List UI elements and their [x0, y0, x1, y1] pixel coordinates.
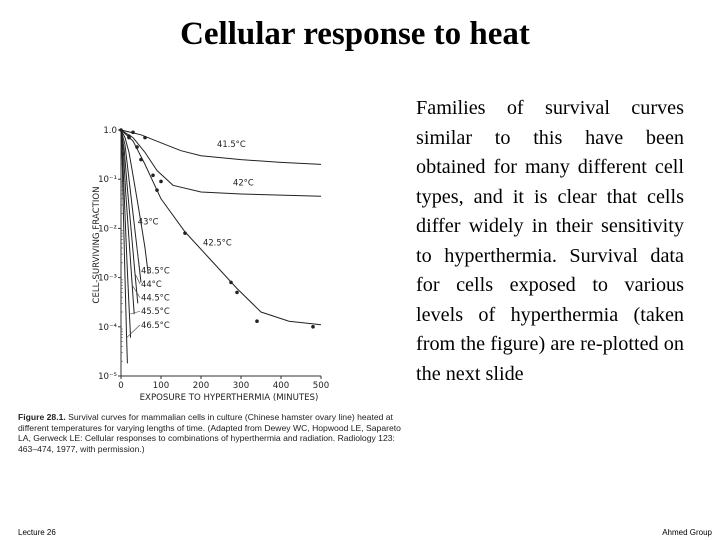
data-point-2: [255, 319, 259, 323]
slide-title: Cellular response to heat: [180, 16, 530, 52]
survival-curve-chart: [88, 118, 340, 413]
footer-author: Ahmed Group: [662, 528, 712, 537]
data-point-2: [155, 188, 159, 192]
leader-line-7: [129, 311, 140, 314]
x-tick-label: 200: [192, 381, 210, 391]
y-tick-label: 1.0: [103, 126, 117, 136]
x-axis-label: EXPOSURE TO HYPERTHERMIA (MINUTES): [139, 393, 319, 403]
curve-label-4: 43.5°C: [141, 265, 170, 276]
footer-lecture: Lecture 26: [18, 528, 56, 537]
x-tick-label: 300: [232, 381, 250, 391]
figure-caption-label: Figure 28.1.: [18, 412, 66, 422]
curve-label-0: 41.5°C: [217, 139, 246, 150]
curve-label-8: 46.5°C: [141, 319, 170, 330]
data-point-2: [183, 231, 187, 235]
data-point-1: [151, 174, 155, 178]
curve-label-3: 43°C: [137, 216, 159, 227]
survival-curve-figure: [88, 118, 340, 413]
curve-label-2: 42.5°C: [203, 237, 232, 248]
leader-line-4: [137, 248, 140, 271]
figure-caption: [18, 412, 410, 454]
data-point-2: [127, 136, 131, 140]
x-tick-label: 400: [272, 381, 290, 391]
curve-label-7: 45.5°C: [141, 306, 170, 317]
leader-line-8: [127, 325, 140, 338]
data-point-0: [131, 130, 135, 134]
figure-caption-text: Survival curves for mammalian cells in culture (Chinese hamster ovary line) heated at different temperatures for varying lengths of time. (Adapted from Dewey WC, Hopwood LE, Sapareto LA, Gerweck LE: Cellular responses to combinations of hyperthermia and radiation. Radiology 123: 463–474, 1977, with permission.): [18, 412, 401, 454]
x-tick-label: 100: [152, 381, 170, 391]
data-point-0: [143, 136, 147, 140]
y-tick-label: 10⁻¹: [98, 175, 117, 186]
y-axis-label: CELL-SURVIVING FRACTION: [92, 186, 102, 304]
y-tick-label: 10⁻³: [98, 273, 117, 284]
data-point-2: [229, 281, 233, 285]
data-point-2: [235, 291, 239, 295]
data-point-1: [159, 180, 163, 184]
data-point-2: [311, 325, 315, 329]
curve-label-5: 44°C: [141, 278, 162, 289]
x-tick-label: 0: [118, 381, 124, 391]
y-tick-label: 10⁻²: [98, 224, 117, 235]
data-point-2: [139, 158, 143, 162]
curve-label-1: 42°C: [233, 177, 254, 188]
y-tick-label: 10⁻⁵: [98, 372, 117, 382]
slide-body-text: Families of survival curves similar to this have been obtained for many different cell types, and it is clear that cells differ widely in their sensitivity to hyperthermia. Survival data for cells exposed to various levels of hyperthermia (taken from the figure) are re-plotted on the next slide: [416, 97, 684, 385]
curve-label-6: 44.5°C: [141, 292, 170, 303]
y-tick-label: 10⁻⁴: [98, 322, 117, 333]
x-tick-label: 500: [312, 381, 330, 391]
